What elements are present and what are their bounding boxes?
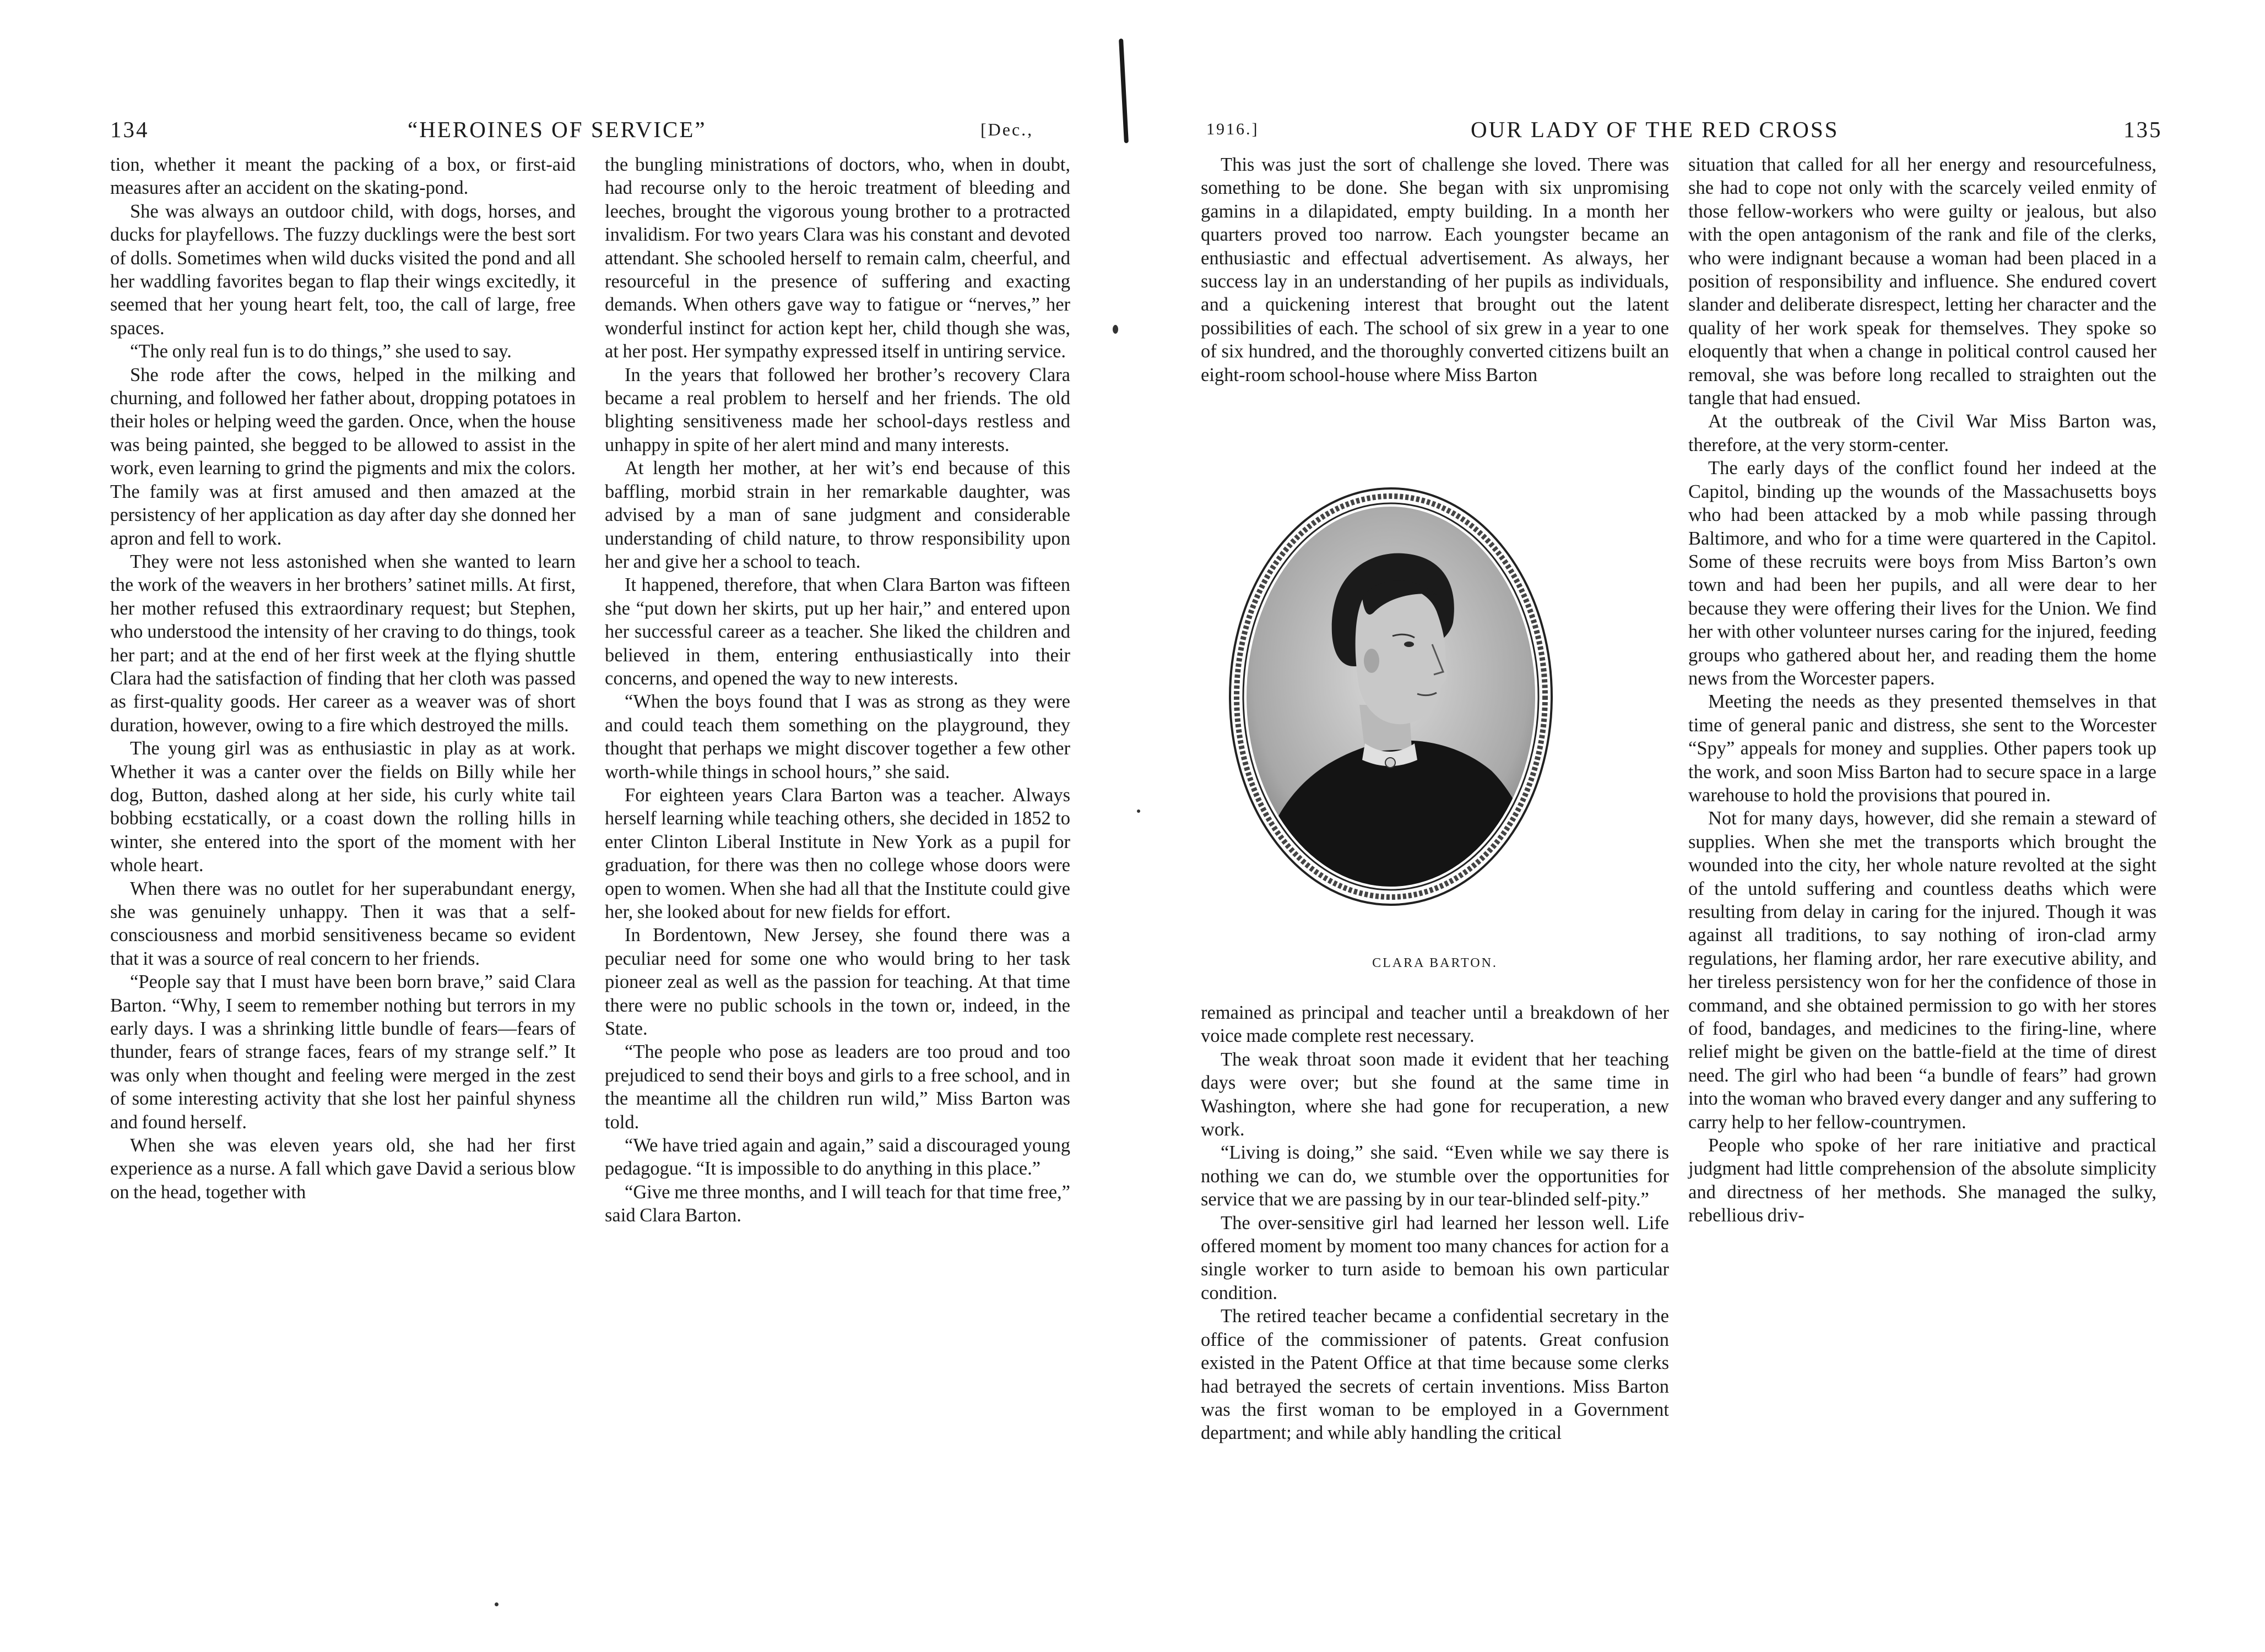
scan-speck <box>1113 325 1118 334</box>
paragraph: The early days of the conflict found her indeed at the Capitol, binding up the wounds of the Massachusetts boys who had been attacked by a mob while passing through Baltimore, and who for a time were quartered in the Capitol. Some of these recruits were boys from Miss Barton’s own town and had been her pupils, and all were dear to her because they were offering their lives for the Union. We find her with other volunteer nurses caring for the injured, feeding groups who gathered about her, and reading them the home news from the Worcester papers. <box>1688 458 2156 689</box>
paragraph: “Give me three months, and I will teach for that time free,” said Clara Barton. <box>605 1181 1070 1226</box>
scan-speck <box>1137 809 1140 813</box>
paragraph: When there was no outlet for her superabundant energy, she was genuinely unhappy. Then it was that a self-consciousness and morbid sensitiveness became so evident that it was a source of real concern to her friends. <box>110 878 576 969</box>
paragraph: “When the boys found that I was as strong as they were and could teach them something on the playground, they thought that perhaps we might discover together a few other worth-while things in school hours,” she said. <box>605 691 1070 782</box>
paragraph: She rode after the cows, helped in the milking and churning, and followed her father about, dropping potatoes in their holes or helping weed the garden. Once, when the house was being painted, she begged to be allowed to assist in the work, even learning to grind the pigments and mix the colors. The family was at first amused and then amazed at the persistency of her application as day after day she donned her apron and fell to work. <box>110 364 576 549</box>
left-column-1 <box>110 153 576 1204</box>
right-column-1-top <box>1201 153 1669 387</box>
paragraph: The young girl was as enthusiastic in play as at work. Whether it was a canter over the fields on Billy while her dog, Button, dashed along at her side, his curly white tail bobbing ecstatically, or a coast down the rolling hills in winter, she entered into the sport of the moment with her whole heart. <box>110 738 576 876</box>
scan-speck <box>495 1602 498 1606</box>
paragraph: She was always an outdoor child, with dogs, horses, and ducks for playfellows. The fuzzy ducklings were the best sort of dolls. Sometimes when wild ducks visited the pond and all her waddling favorites began to flap their wings excitedly, it seemed that her young heart felt, too, the call of large, free spaces. <box>110 200 576 339</box>
paragraph: In Bordentown, New Jersey, she found there was a peculiar need for some one who would bring to her task pioneer zeal as well as the passion for teaching. At that time there were no public schools in the town or, indeed, in the State. <box>605 925 1070 1040</box>
portrait-caption: CLARA BARTON. <box>1372 956 1498 970</box>
paragraph: situation that called for all her energy and resourcefulness, she had to cope not only with the scarcely veiled enmity of those fellow-workers who were guilty or jealous, but also with the open antagonism of the rank and file of the clerks, who were indignant because a woman had been placed in a position of responsibility and influence. She endured covert slander and deliberate disrespect, letting her character and the quality of her work speak for themselves. They spoke so eloquently that when a change in political control caused her removal, she was before long recalled to straighten out the tangle that had ensued. <box>1688 154 2156 409</box>
paragraph: “People say that I must have been born brave,” said Clara Barton. “Why, I seem to remember nothing but terrors in my early days. I was a shrinking little bundle of fears—fears of thunder, fears of strange faces, fears of my strange self.” It was only when thought and feeling were merged in the zest of some interesting activity that she lost her painful shyness and found herself. <box>110 971 576 1133</box>
paragraph: When she was eleven years old, she had her first experience as a nurse. A fall which gave David a serious blow on the head, together with <box>110 1135 576 1203</box>
right-running-title: OUR LADY OF THE RED CROSS <box>1471 117 1839 142</box>
paragraph: The weak throat soon made it evident that her teaching days were over; but she found at the same time in Washington, where she had gone for recuperation, a new work. <box>1201 1048 1669 1140</box>
paragraph: remained as principal and teacher until a breakdown of her voice made complete rest necessary. <box>1201 1002 1669 1047</box>
left-running-title: “HEROINES OF SERVICE” <box>408 117 707 142</box>
paragraph: At the outbreak of the Civil War Miss Barton was, therefore, at the very storm-center. <box>1688 411 2156 455</box>
paragraph: At length her mother, at her wit’s end because of this baffling, morbid strain in her remarkable daughter, was advised by a man of sane judgment and considerable understanding of child nature, to throw responsibility upon her and give her a school to teach. <box>605 458 1070 572</box>
paragraph: They were not less astonished when she wanted to learn the work of the weavers in her brothers’ satinet mills. At first, her mother refused this extraordinary request; but Stephen, who understood the intensity of her craving to do things, took her part; and at the end of her first week at the flying shuttle Clara had the satisfaction of finding that her cloth was passed as first-quality goods. Her career as a weaver was of short duration, however, owing to a fire which destroyed the mills. <box>110 551 576 736</box>
paragraph: This was just the sort of challenge she loved. There was something to be done. She began with six unpromising gamins in a dilapidated, empty building. In a month her quarters proved too narrow. Each youngster became an enthusiastic and effectual advertisement. As always, her success lay in an understanding of her pupils as individuals, and a quickening interest that brought out the latent possibilities of each. The school of six grew in a year to one of six hundred, and the thoroughly converted citizens built an eight-room school-house where Miss Barton <box>1201 154 1669 385</box>
paragraph: Meeting the needs as they presented themselves in that time of general panic and distress, she sent to the Worcester “Spy” appeals for money and supplies. Other papers took up the work, and soon Miss Barton had to secure space in a large warehouse to hold the provisions that poured in. <box>1688 691 2156 806</box>
paragraph: “The only real fun is to do things,” she used to say. <box>130 341 512 362</box>
paragraph: In the years that followed her brother’s recovery Clara became a real problem to herself and her friends. The old blighting sensitiveness made her school-days restless and unhappy in spite of her alert mind and many interests. <box>605 364 1070 455</box>
paragraph: It happened, therefore, that when Clara Barton was fifteen she “put down her skirts, put up her hair,” and entered upon her successful career as a teacher. She liked the children and believed in them, entering enthusiastically into their concerns, and opened the way to new interests. <box>605 574 1070 689</box>
paragraph: The over-sensitive girl had learned her lesson well. Life offered moment by moment too many chances for action for a single worker to turn aside to bemoan his own particular condition. <box>1201 1212 1669 1303</box>
paragraph: For eighteen years Clara Barton was a teacher. Always herself learning while teaching others, she decided in 1852 to enter Clinton Liberal Institute in New York as a pupil for graduation, for there was then no college whose doors were open to women. When she had all that the Institute could give her, she looked about for new fields for effort. <box>605 784 1070 922</box>
right-page-number: 135 <box>2123 117 2163 142</box>
paragraph: tion, whether it meant the packing of a box, or first-aid measures after an accident on the skating-pond. <box>110 154 576 199</box>
left-date-mark: [Dec., <box>980 119 1034 139</box>
right-column-2 <box>1688 153 2156 1227</box>
paragraph: “Living is doing,” she said. “Even while we say there is nothing we can do, we stumble over the opportunities for service that we are passing by in our tear-blinded self-pity.” <box>1201 1142 1669 1210</box>
paragraph: “We have tried again and again,” said a discouraged young pedagogue. “It is impossible to do anything in this place.” <box>605 1135 1070 1180</box>
right-date-mark: 1916.] <box>1206 120 1259 138</box>
left-page-number: 134 <box>110 117 149 142</box>
clara-barton-portrait <box>1227 485 1555 909</box>
paragraph: The retired teacher became a confidential secretary in the office of the commissioner of patents. Great confusion existed in the Patent Office at that time because some clerks had betrayed the secrets of certain inventions. Miss Barton was the first woman to be employed in a Government department; and while ably handling the critical <box>1201 1306 1669 1444</box>
paragraph: People who spoke of her rare initiative and practical judgment had little comprehension of the absolute simplicity and directness of her methods. She managed the sulky, rebellious driv- <box>1688 1135 2156 1226</box>
left-column-2 <box>605 153 1070 1227</box>
paragraph: the bungling ministrations of doctors, who, when in doubt, had recourse only to the heroic treatment of bleeding and leeches, brought the vigorous young brother to a protracted invalidism. For two years Clara was his constant and devoted attendant. She schooled herself to remain calm, cheerful, and resourceful in the presence of suffering and exacting demands. When others gave way to fatigue or “nerves,” her wonderful instinct for action kept her, child though she was, at her post. Her sympathy expressed itself in untiring service. <box>605 154 1070 362</box>
paragraph: Not for many days, however, did she remain a steward of supplies. When she met the transports which brought the wounded into the city, her whole nature revolted at the sight of the untold suffering and countless deaths which were resulting from delay in caring for the injured. Though it was against all traditions, to say nothing of iron-clad army regulations, her flaming ardor, her rare executive ability, and her tireless persistency won for her the confidence of those in command, and she obtained permission to go with her stores of food, bandages, and medicines to the firing-line, where relief might be given on the battle-field at the time of direst need. The girl who had been “a bundle of fears” had grown into the woman who braved every danger and any suffering to carry help to her fellow-countrymen. <box>1688 808 2156 1133</box>
right-column-1-bottom <box>1201 1001 1669 1445</box>
paragraph: “The people who pose as leaders are too proud and too prejudiced to send their boys and girls to a free school, and in the meantime all the children run wild,” Miss Barton was told. <box>605 1041 1070 1133</box>
